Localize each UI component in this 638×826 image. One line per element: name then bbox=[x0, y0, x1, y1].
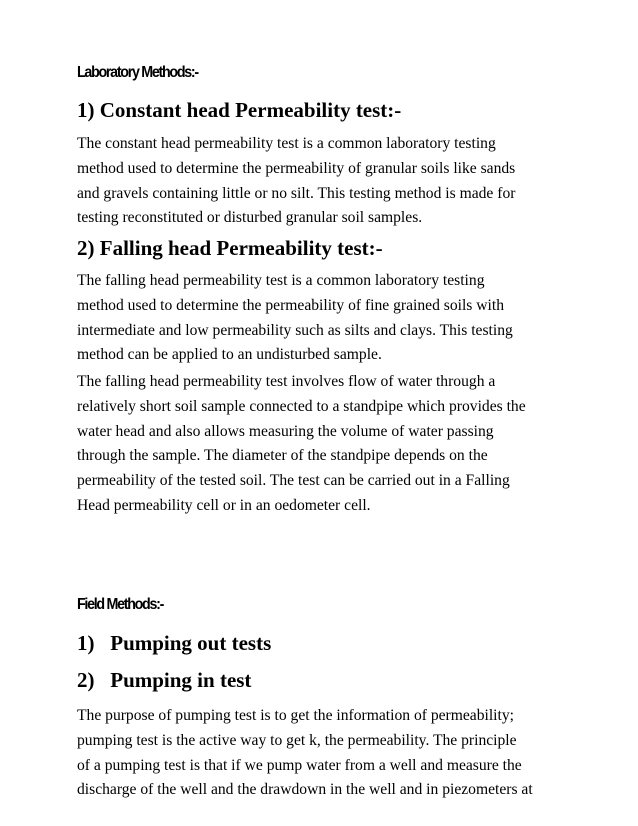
text-line: method used to determine the permeability of granular soils like sands bbox=[77, 159, 516, 177]
text-line: method used to determine the permeability of fine grained soils with bbox=[77, 296, 504, 314]
field-methods-heading: Field Methods:- bbox=[77, 596, 164, 613]
text-line: through the sample. The diameter of the standpipe depends on the bbox=[77, 447, 488, 465]
text-line: water head and also allows measuring the volume of water passing bbox=[77, 422, 494, 440]
constant-head-title: 1) Constant head Permeability test:- bbox=[77, 98, 402, 122]
pumping-test-paragraph bbox=[77, 704, 567, 803]
text-line: The constant head permeability test is a common laboratory testing bbox=[77, 135, 496, 152]
text-line: permeability of the tested soil. The test can be carried out in a Falling bbox=[77, 472, 510, 490]
constant-head-paragraph bbox=[77, 132, 567, 231]
text-line: method can be applied to an undisturbed sample. bbox=[77, 346, 382, 364]
falling-head-paragraph-1 bbox=[77, 269, 567, 368]
lab-methods-heading: Laboratory Methods:- bbox=[77, 64, 198, 81]
text-line: and gravels containing little or no silt. This testing method is made for bbox=[77, 184, 516, 202]
text-line: The falling head permeability test is a common laboratory testing bbox=[77, 272, 485, 289]
text-line: of a pumping test is that if we pump water from a well and measure the bbox=[77, 756, 522, 774]
text-line: relatively short soil sample connected to a standpipe which provides the bbox=[77, 397, 526, 415]
text-line: The purpose of pumping test is to get the information of permeability; bbox=[77, 707, 514, 724]
text-line: The falling head permeability test involves flow of water through a bbox=[77, 373, 496, 390]
falling-head-title: 2) Falling head Permeability test:- bbox=[77, 236, 383, 260]
text-line: intermediate and low permeability such as silts and clays. This testing bbox=[77, 321, 513, 339]
pumping-out-item: 1) Pumping out tests bbox=[77, 631, 272, 655]
pumping-in-item: 2) Pumping in test bbox=[77, 668, 252, 692]
text-line: testing reconstituted or disturbed granular soil samples. bbox=[77, 209, 423, 227]
falling-head-paragraph-2 bbox=[77, 370, 567, 519]
text-line: Head permeability cell or in an oedometer cell. bbox=[77, 496, 371, 514]
text-line: pumping test is the active way to get k, the permeability. The principle bbox=[77, 731, 517, 749]
text-line: discharge of the well and the drawdown in the well and in piezometers at bbox=[77, 781, 533, 799]
